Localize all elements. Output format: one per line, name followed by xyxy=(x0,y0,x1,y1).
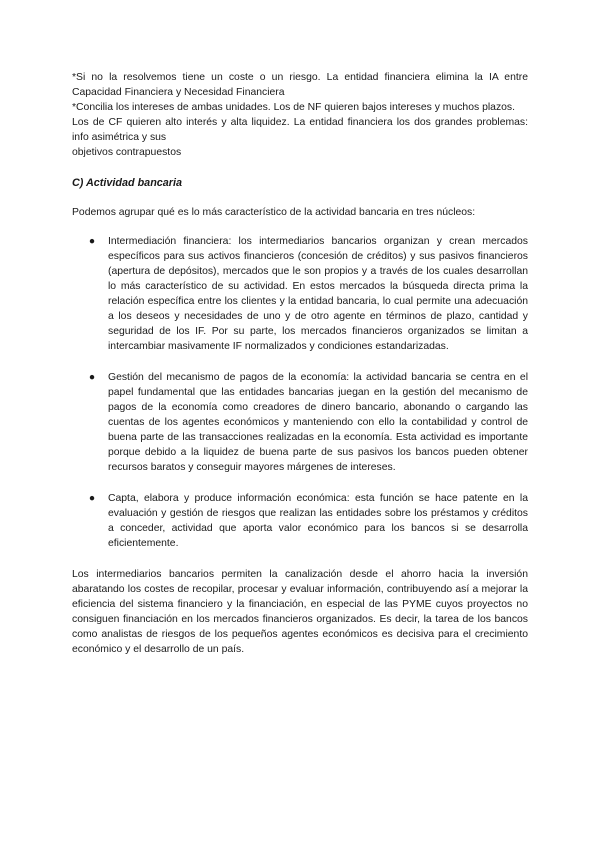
bullet-icon: ● xyxy=(88,372,96,383)
bullet-icon: ● xyxy=(88,493,96,504)
note-line-2: *Concilia los intereses de ambas unidades. Los de NF quieren bajos intereses y muchos plazos. xyxy=(72,102,515,113)
note-line-3: Los de CF quieren alto interés y alta liquidez. La entidad financiera los dos grandes problemas: info asimétrica y sus xyxy=(72,117,528,143)
document-page xyxy=(72,70,528,657)
section-intro: Podemos agrupar qué es lo más característico de la actividad bancaria en tres núcleos: xyxy=(72,207,476,218)
closing-paragraph: Los intermediarios bancarios permiten la canalización desde el ahorro hacia la inversión abaratando los costes de recopilar, procesar y evaluar información, contribuyendo así a mejorar la eficiencia del sistema financiero y la financiación, en especial de las PYME cuyos proyectos no consiguen financiación en los mercados financieros organizados. Es decir, la tarea de los bancos como analistas de riesgos de los pequeños agentes económicos es decisiva para el crecimiento económico y el desarrollo de un país. xyxy=(72,569,528,655)
note-line-1: *Si no la resolvemos tiene un coste o un riesgo. La entidad financiera elimina la IA entre Capacidad Financiera y Necesidad Financiera xyxy=(72,72,528,98)
list-item xyxy=(72,234,528,354)
bullet-icon: ● xyxy=(88,236,96,247)
list-item-text: Gestión del mecanismo de pagos de la economía: la actividad bancaria se centra en el papel fundamental que las entidades bancarias juegan en la gestión del mecanismo de pagos de la economía como creadores de dinero bancario, abonando o cargando las cuentas de los agentes económicos y manteniendo con ello la contabilidad y control de buena parte de las transacciones realizadas en la economía. Esta actividad es importante porque debido a la liquidez de buena parte de sus pasivos los bancos pueden obtener recursos baratos y conseguir mayores márgenes de intereses. xyxy=(108,372,528,473)
list-item xyxy=(72,491,528,551)
activity-list xyxy=(72,234,528,551)
section-heading: C) Actividad bancaria xyxy=(72,177,182,189)
list-item-text: Capta, elabora y produce información económica: esta función se hace patente en la evaluación y gestión de riesgos que realizan las entidades sobre los préstamos y créditos a conceder, actividad que aporta valor económico para los bancos si se desarrolla eficientemente. xyxy=(108,493,528,549)
note-line-4: objetivos contrapuestos xyxy=(72,147,182,158)
list-item-text: Intermediación financiera: los intermediarios bancarios organizan y crean mercados específicos para sus activos financieros (concesión de créditos) y sus pasivos financieros (apertura de depósitos), mercados que le son propios y a través de los cuales desarrollan lo más característico de su actividad. En estos mercados la búsqueda directa prima la relación específica entre los clientes y la entidad bancaria, lo cual permite una adecuación a los deseos y necesidades de uno y de otro agente en términos de plazo, cantidad y seguridad de los IF. Por su parte, los mercados financieros organizados se limitan a intercambiar masivamente IF normalizados y condiciones estandarizadas. xyxy=(108,236,528,352)
list-item xyxy=(72,370,528,475)
